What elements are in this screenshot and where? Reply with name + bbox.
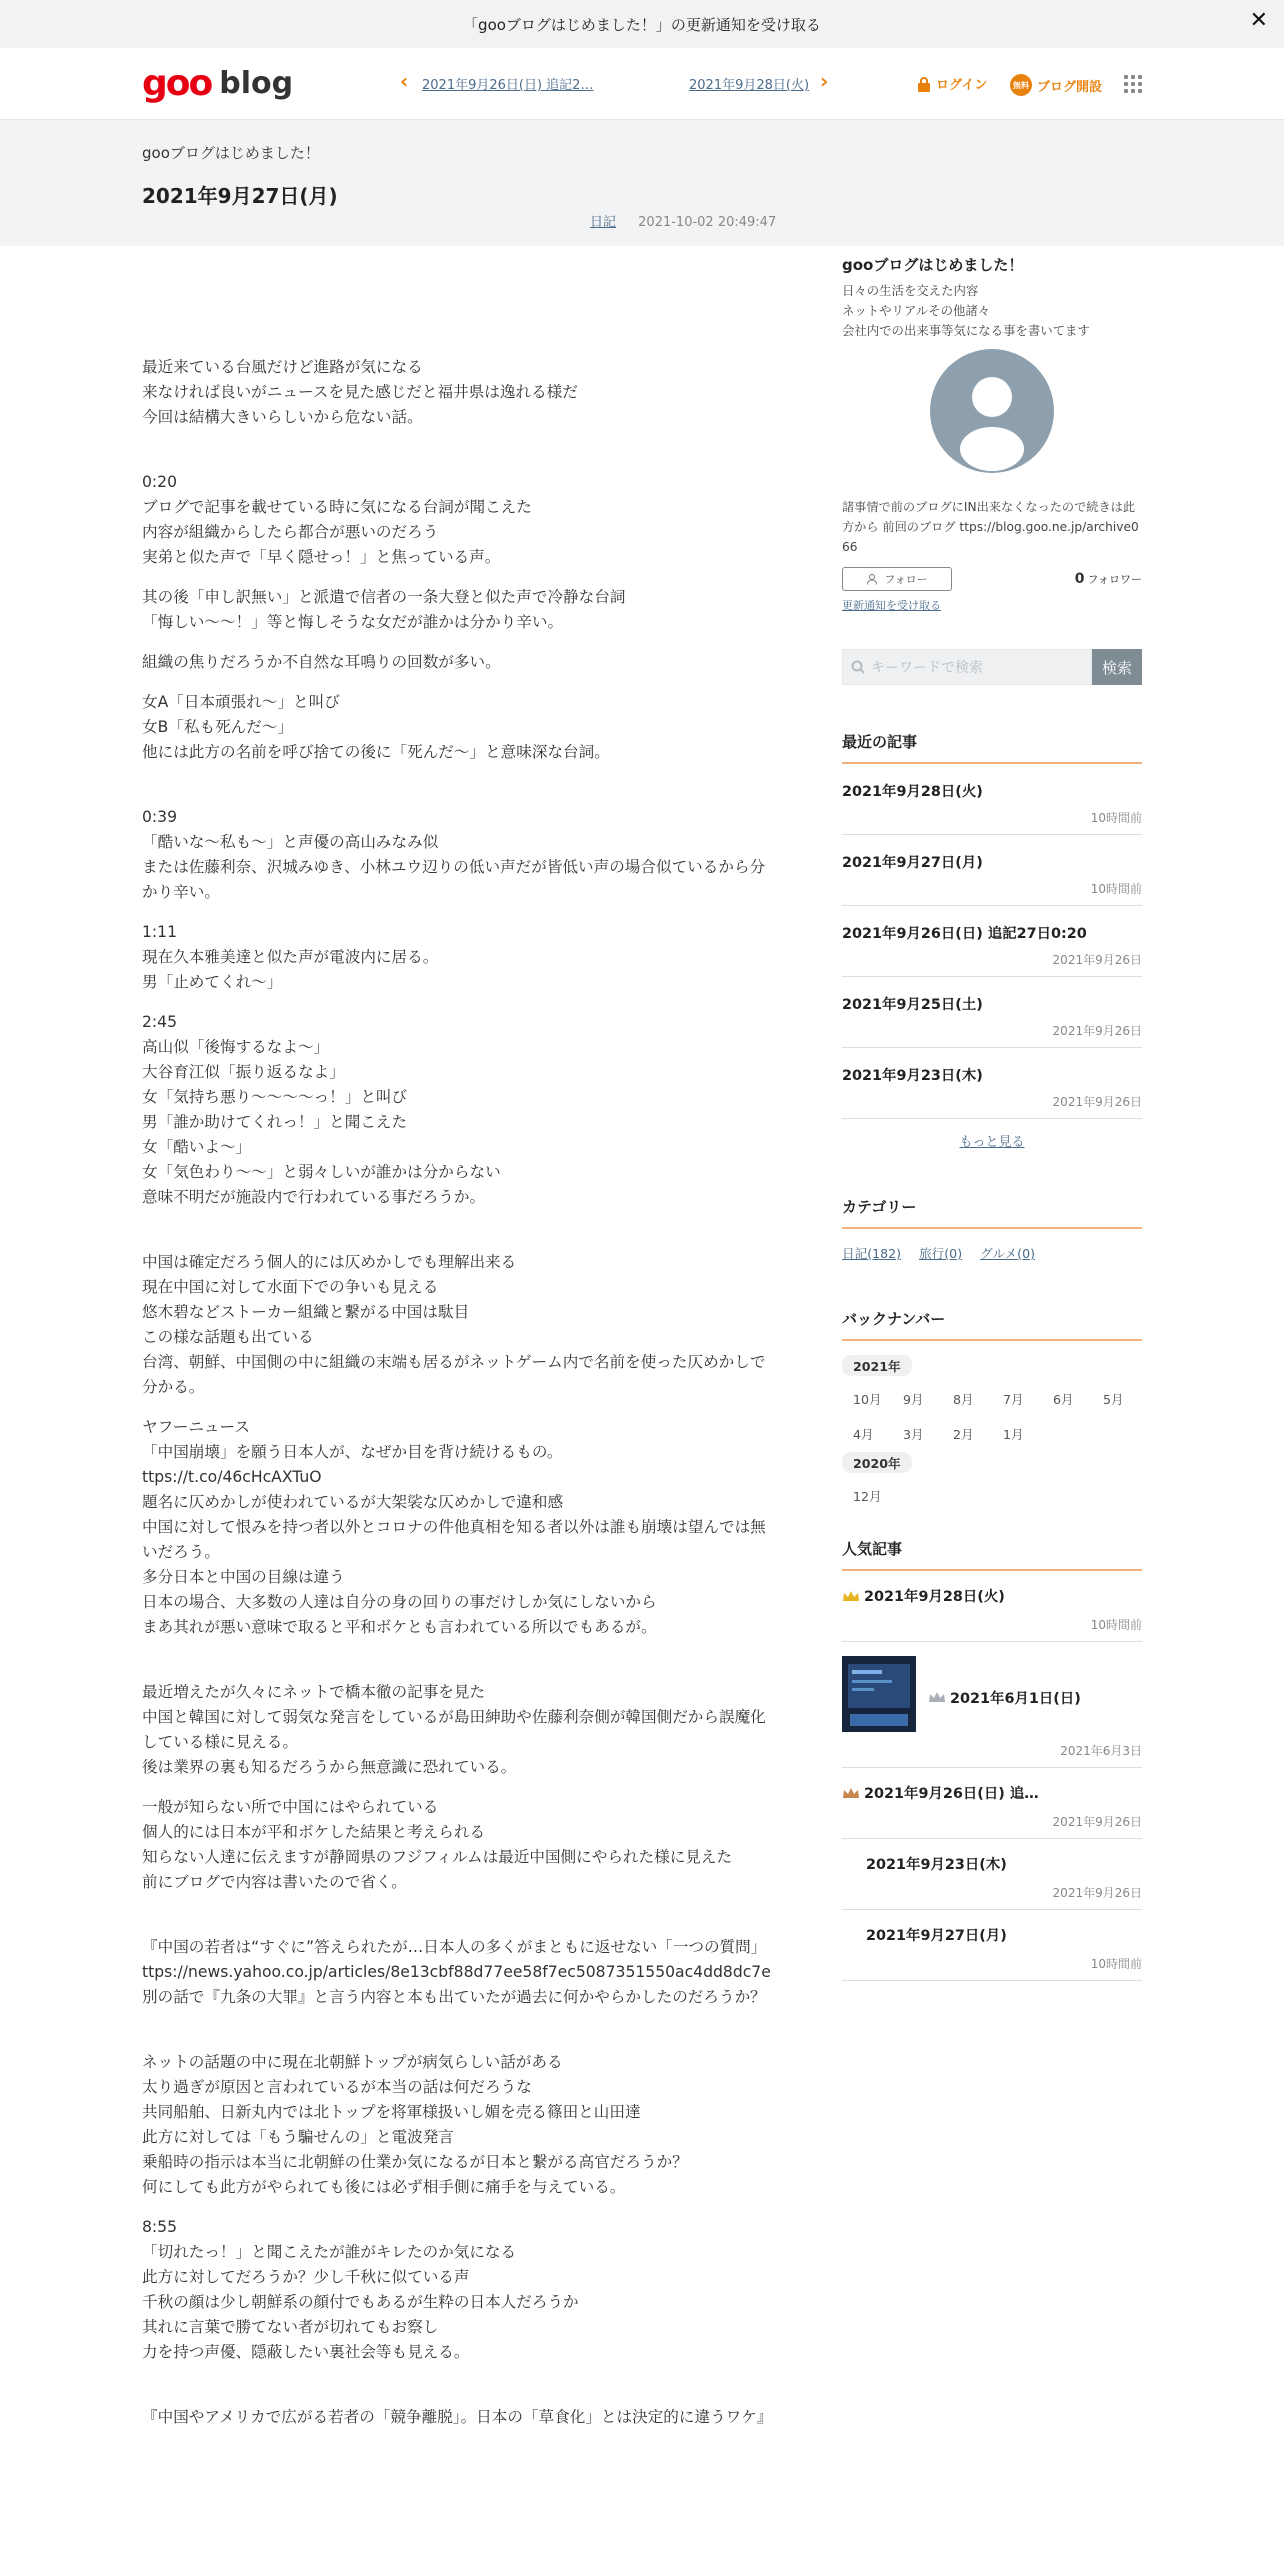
backnumber-heading: バックナンバー xyxy=(842,1308,1142,1341)
year-label: 2021年 xyxy=(842,1355,912,1376)
profile-note: 諸事情で前のブログにIN出来なくなったので続きは此方から 前回のブログ ttps://blog.goo.ne.jp/archive066 xyxy=(842,500,1139,554)
logo-blog: blog xyxy=(219,66,294,101)
crown-gold-icon xyxy=(842,1590,860,1602)
popular-post-title[interactable]: 2021年9月23日(木) xyxy=(866,1857,1007,1873)
month-link[interactable]: 4月 xyxy=(853,1427,874,1442)
month-link[interactable]: 7月 xyxy=(1003,1392,1024,1407)
article-header xyxy=(0,120,1284,246)
article-paragraph: 0:39 「酷いな～私も～」と声優の高山みなみ似 または佐藤利奈、沢城みゆき、小林ユウ辺りの低い声だが皆低い声の場合似ているから分かり辛い。 xyxy=(142,808,766,901)
open-blog-label: ブログ開設 xyxy=(1037,79,1103,95)
popular-post-item[interactable] xyxy=(842,1642,1142,1768)
goo-blog-logo[interactable] xyxy=(142,63,294,104)
search-box xyxy=(842,649,1142,685)
more-posts-link[interactable]: もっと見る xyxy=(959,1135,1025,1150)
search-icon xyxy=(851,660,865,674)
profile-description: 日々の生活を交えた内容 ネットやリアルその他諸々 会社内での出来事等気になる事を書いてます xyxy=(842,283,1090,338)
crown-silver-icon xyxy=(928,1691,946,1703)
article-paragraph: 中国は確定だろう個人的には仄めかしでも理解出来る 現在中国に対して水面下での争いも見える 悠木碧などストーカー組織と繋がる中国は駄目 この様な話題も出ている 台湾、朝鮮、中国側の中に組織の末端も居るがネットゲーム内で名前を使った仄めかしで分かる。 xyxy=(142,1253,766,1396)
article-paragraph: 『中国やアメリカで広がる若者の「競争離脱」。日本の「草食化」とは決定的に違うワケ』 xyxy=(142,2408,773,2426)
prev-post-link[interactable]: 2021年9月26日(日) 追記2… xyxy=(422,78,594,93)
category-link-travel[interactable]: 旅行(0) xyxy=(919,1246,963,1261)
recent-heading: 最近の記事 xyxy=(842,731,1142,764)
recent-post-title[interactable]: 2021年9月28日(火) xyxy=(842,784,983,800)
popular-post-item[interactable] xyxy=(842,1768,1142,1839)
popular-posts xyxy=(842,1538,1142,1981)
login-button[interactable] xyxy=(916,74,987,93)
recent-post-date: 10時間前 xyxy=(1090,811,1142,825)
month-link[interactable]: 1月 xyxy=(1003,1427,1024,1442)
popular-post-item[interactable] xyxy=(842,1571,1142,1642)
recent-post-item[interactable] xyxy=(842,977,1142,1048)
chevron-right-icon[interactable]: › xyxy=(820,69,829,93)
article-paragraph: 『中国の若者は“すぐに”答えられたが…日本人の多くがまともに返せない「一つの質問」 ttps://news.yahoo.co.jp/articles/8e13cbf88d77ee58f7ec5087351550ac4dd8dc7e 別の話で『九条の大罪』と言う内容と本も出ていたが過去に何かやらかしたのだろうか？ xyxy=(142,1938,771,2006)
back-numbers xyxy=(842,1308,1142,1514)
article-paragraph: 最近増えたが久々にネットで橋本徹の記事を見た 中国と韓国に対して弱気な発言をしているが島田紳助や佐藤利奈側が韓国側だから誤魔化している様に見える。 後は業界の裏も知るだろうから無意識に恐れている。 xyxy=(142,1683,766,1776)
recent-post-title[interactable]: 2021年9月27日(月) xyxy=(842,855,983,871)
article-paragraph: 其の後「申し訳無い」と派遣で信者の一条大登と似た声で冷静な台詞 「悔しい～～！」等と悔しそうな女だが誰かは分かり辛い。 xyxy=(142,588,626,631)
article-paragraph: 組織の焦りだろうか不自然な耳鳴りの回数が多い。 xyxy=(142,653,501,671)
recent-posts xyxy=(842,731,1142,1150)
popular-post-date: 2021年6月3日 xyxy=(1060,1744,1142,1758)
recent-post-item[interactable] xyxy=(842,1048,1142,1119)
recent-post-item[interactable] xyxy=(842,906,1142,977)
article-paragraph: ネットの話題の中に現在北朝鮮トップが病気らしい話がある 太り過ぎが原因と言われているが本当の話は何だろうな 共同船舶、日新丸内では北トップを将軍様扱いし媚を売る篠田と山田達 此方に対しては「もう騙せんの」と電波発言 乗船時の指示は本当に北朝鮮の仕業か気になるが日本と繋がる高官だろうか？ 何にしても此方がやられても後には必ず相手側に痛手を与えている。 xyxy=(142,2053,688,2196)
chevron-left-icon[interactable]: ‹ xyxy=(400,69,409,93)
article-paragraph: 女A「日本頑張れ～」と叫び 女B「私も死んだ～」 他には此方の名前を呼び捨ての後に「死んだ～」と意味深な台詞。 xyxy=(142,693,610,761)
popular-heading: 人気記事 xyxy=(842,1538,1142,1571)
article-paragraph: 1:11 現在久本雅美達と似た声が電波内に居る。 男「止めてくれ～」 xyxy=(142,923,439,991)
month-link[interactable]: 2月 xyxy=(953,1427,974,1442)
popular-post-title[interactable]: 2021年9月27日(月) xyxy=(866,1928,1007,1944)
follow-label: フォロー xyxy=(884,573,928,586)
categories-heading: カテゴリー xyxy=(842,1196,1142,1229)
update-notify-link[interactable]: 更新通知を受け取る xyxy=(842,599,941,612)
blog-title[interactable]: gooブログはじめました！ xyxy=(142,144,320,162)
crown-bronze-icon xyxy=(842,1787,860,1799)
follower-label: フォロワー xyxy=(1087,573,1142,586)
popular-post-item[interactable] xyxy=(842,1839,1142,1910)
month-link[interactable]: 12月 xyxy=(853,1489,882,1504)
recent-post-item[interactable] xyxy=(842,835,1142,906)
page-title: 2021年9月27日(月) xyxy=(142,184,338,208)
article-paragraph: 2:45 高山似「後悔するなよ～」 大谷育江似「振り返るなよ」 女「気持ち悪り～～～～っ！」と叫び 男「誰か助けてくれっ！」と聞こえた 女「酷いよ～」 女「気色わり～～」と弱々しいが誰かは分からない 意味不明だが施設内で行われている事だろうか。 xyxy=(142,1013,501,1206)
popular-post-date: 10時間前 xyxy=(1090,1618,1142,1632)
category-link[interactable]: 日記 xyxy=(590,215,617,230)
search-placeholder: キーワードで検索 xyxy=(871,660,983,676)
recent-post-date: 2021年9月26日 xyxy=(1052,953,1142,967)
post-datetime: 2021-10-02 20:49:47 xyxy=(638,215,777,230)
follow-button[interactable] xyxy=(842,567,952,591)
user-icon xyxy=(930,349,1054,473)
popular-post-date: 10時間前 xyxy=(1090,1957,1142,1971)
search-input[interactable] xyxy=(842,649,1092,685)
popular-post-title[interactable]: 2021年6月1日(日) xyxy=(950,1690,1081,1707)
close-icon[interactable]: ✕ xyxy=(1249,8,1268,33)
popular-post-date: 2021年9月26日 xyxy=(1052,1815,1142,1829)
article-meta xyxy=(590,211,776,230)
popular-post-title[interactable]: 2021年9月26日(日) 追… xyxy=(864,1786,1039,1802)
recent-post-title[interactable]: 2021年9月23日(木) xyxy=(842,1068,983,1084)
article-paragraph: 最近来ている台風だけど進路が気になる 来なければ良いがニュースを見た感じだと福井県は逸れる様だ 今回は結構大きいらしいから危ない話。 xyxy=(142,358,578,426)
recent-post-title[interactable]: 2021年9月25日(土) xyxy=(842,997,983,1013)
grid-menu-icon[interactable] xyxy=(1124,75,1142,93)
popular-post-item[interactable] xyxy=(842,1910,1142,1981)
free-badge: 無料 xyxy=(1010,74,1032,96)
next-post-link[interactable]: 2021年9月28日(火) xyxy=(689,78,810,93)
category-link-diary[interactable]: 日記(182) xyxy=(842,1246,902,1261)
recent-post-date: 10時間前 xyxy=(1090,882,1142,896)
month-link[interactable]: 6月 xyxy=(1053,1392,1074,1407)
article-body xyxy=(142,355,778,2445)
month-link[interactable]: 5月 xyxy=(1103,1392,1124,1407)
categories xyxy=(842,1196,1142,1262)
open-blog-button[interactable] xyxy=(1010,74,1102,96)
recent-post-title[interactable]: 2021年9月26日(日) 追記27日0:20 xyxy=(842,926,1087,942)
year-label: 2020年 xyxy=(842,1452,912,1473)
search-button[interactable]: 検索 xyxy=(1092,649,1142,685)
user-icon xyxy=(866,573,878,585)
popular-post-title[interactable]: 2021年9月28日(火) xyxy=(864,1589,1005,1605)
logo-goo: goo xyxy=(142,63,212,104)
follower-number: 0 xyxy=(1074,571,1085,587)
article-paragraph: 一般が知らない所で中国にはやられている 個人的には日本が平和ボケした結果と考えられる 知らない人達に伝えますが静岡県のフジフィルムは最近中国側にやられた様に見えた 前にブログで内容は書いたので省く。 xyxy=(142,1798,733,1891)
article-paragraph: ヤフーニュース 「中国崩壊」を願う日本人が、なぜか目を背け続けるもの。 ttps://t.co/46cHcAXTuO 題名に仄めかしが使われているが大架裟な仄めかしで違和感 中国に対して恨みを持つ者以外とコロナの件他真相を知る者以外は誰も崩壊は望んでは無いだろう。 多分日本と中国の目線は違う 日本の場合、大多数の人達は自分の身の回りの事だけしか気にしないから まあ其れが悪い意味で取ると平和ボケとも言われている所以でもあるが。 xyxy=(142,1418,766,1636)
site-header xyxy=(0,48,1284,120)
update-notice-text[interactable]: 「gooブログはじめました！」の更新通知を受け取る xyxy=(463,15,821,34)
article-paragraph: 0:20 ブログで記事を載せている時に気になる台詞が聞こえた 内容が組織からしたら都合が悪いのだろう 実弟と似た声で「早く隠せっ！」と焦っている声。 xyxy=(142,473,532,566)
profile-name[interactable]: gooブログはじめました！ xyxy=(842,256,1024,274)
month-link[interactable]: 3月 xyxy=(903,1427,924,1442)
popular-post-date: 2021年9月26日 xyxy=(1052,1886,1142,1900)
month-link[interactable]: 10月 xyxy=(853,1392,882,1407)
sidebar xyxy=(842,254,1142,1981)
post-thumbnail[interactable] xyxy=(842,1656,916,1732)
avatar[interactable] xyxy=(930,349,1054,473)
month-link[interactable]: 8月 xyxy=(953,1392,974,1407)
month-link[interactable]: 9月 xyxy=(903,1392,924,1407)
follower-count[interactable] xyxy=(1075,571,1142,587)
lock-icon xyxy=(916,76,932,92)
category-link-gourmet[interactable]: グルメ(0) xyxy=(980,1246,1035,1261)
update-notice-bar[interactable] xyxy=(0,0,1284,48)
recent-post-date: 2021年9月26日 xyxy=(1052,1024,1142,1038)
thumbnail-image xyxy=(842,1656,916,1732)
recent-post-date: 2021年9月26日 xyxy=(1052,1095,1142,1109)
article-paragraph: 8:55 「切れたっ！」と聞こえたが誰がキレたのか気になる 此方に対してだろうか？少し千秋に似ている声 千秋の顔は少し朝鮮系の顔付でもあるが生粋の日本人だろうか 其れに言葉で勝てない者が切れてもお察し 力を持つ声優、隠蔽したい裏社会等も見える。 xyxy=(142,2218,579,2361)
recent-post-item[interactable] xyxy=(842,764,1142,835)
login-label: ログイン xyxy=(936,78,988,93)
